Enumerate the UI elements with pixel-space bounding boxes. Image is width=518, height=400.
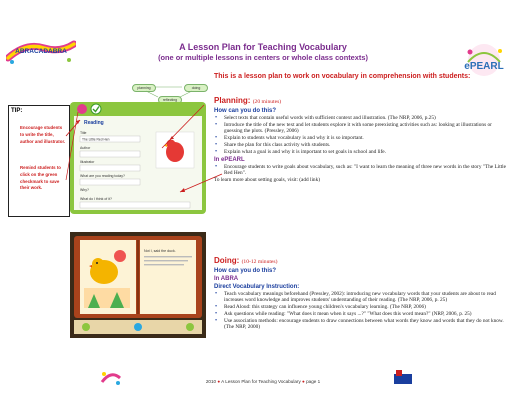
abra-logo-text: ABRACADABRA [15,48,67,55]
list-item: • Explain to students what vocabulary is and why it is so important. [214,135,506,141]
page-subtitle: (one or multiple lessons in centers or whole class contexts) [158,53,368,62]
audio-icon [134,323,142,331]
list-item: • Share the plan for this class activity with students. [214,142,506,148]
doing-heading: Doing: [214,256,240,265]
field-illustrator-label: Illustrator [80,160,95,164]
story-speech-text: Not I, said the duck. [144,249,176,253]
field-think-label: What do I think of it? [80,197,112,201]
cycle-reflecting: reflecting [158,96,182,104]
abracadabra-logo [6,38,76,68]
list-item: • Explain what a goal is and why it is important to set goals in school and life. [214,149,506,155]
list-item: • Select texts that contain useful words with sufficient context and illustration. (The NRP, 2006, p.25) [214,115,506,121]
doing-duration: (10-12 minutes) [241,259,278,265]
list-item: • Use association methods: encourage students to draw connections between what words they know and words that they do not know. (The NRP, 2000) [214,318,506,331]
cycle-doing: doing [184,84,208,92]
planning-heading: Planning: [214,96,251,105]
tip-box [8,105,70,217]
tip-arrows [62,108,232,218]
planning-question: How can you do this? [214,108,277,114]
doing-question: How can you do this? [214,268,277,274]
tip-label: TIP: [11,108,23,114]
footer-year: 2010 [205,379,217,384]
epearl-logo-text: ePEARL [464,61,504,72]
list-item: • Encourage students to write goals about vocabulary, such as: "I want to learn the meaning of three new words in the story "The Little Red Hen". [214,164,506,177]
tip-text-title: Encourage students to write the title, author and illustrator. [20,125,66,144]
list-item: • Read Aloud: this strategy can influence young children's vocabulary learning. (The NRP, 2006) [214,304,506,310]
footer-page: page 1 [306,379,321,384]
doing-abra-label: In ABRA [214,276,239,282]
field-why-label: Why? [80,188,89,192]
abra-storybook-screenshot [70,232,206,338]
field-author-label: Author [80,146,91,150]
footer-cslp-icon [392,368,414,388]
list-item: • Ask questions while reading: "What does it mean when it says ...?" "What does this word mean?" (NRP, 2006, p. 25) [214,311,506,317]
list-item: • Teach vocabulary meanings beforehand (Pressley, 2002): introducing new vocabulary words that your students are about to read increases word knowledge and improves students' understanding of their reading. (The NRP, 2006, p. 25) [214,291,506,304]
planning-list [214,115,506,155]
planning-duration: (20 minutes) [252,99,282,105]
doing-section [214,256,506,331]
intro-text: This is a lesson plan to work on vocabulary in comprehension with students: [214,73,471,80]
tip-text-save: Remind students to click on the green checkmark to save their work. [20,165,61,191]
doing-list [214,291,506,331]
planning-epearl-list [214,164,506,177]
planning-epearl-label: In ePEARL [214,156,245,163]
field-reading-today-label: What are you reading today? [80,174,125,178]
field-title-value: The Little Red Hen [82,137,110,142]
reading-heading: Reading [84,120,104,126]
footer-text: A Lesson Plan for Teaching Vocabulary [221,379,301,384]
cycle-planning: planning [132,84,156,92]
page-title: A Lesson Plan for Teaching Vocabulary [179,42,347,52]
planning-section [214,96,506,183]
field-title-label: Title [80,131,87,135]
back-arrow-icon [82,323,90,331]
list-item: • Introduce the title of the new text and let students explore it with some preexisting activities such as: looking at illustrations or guessing the plots. (Pressley, 2006) [214,122,506,135]
planning-more-link[interactable]: To learn more about setting goals, visit: (add link) [214,176,320,183]
footer-abra-icon [98,368,124,388]
doing-direct-label: Direct Vocabulary Instruction: [214,284,300,290]
footer: 2010 ● A Lesson Plan for Teaching Vocabulary ● page 1 [205,379,321,384]
next-arrow-icon [186,323,194,331]
